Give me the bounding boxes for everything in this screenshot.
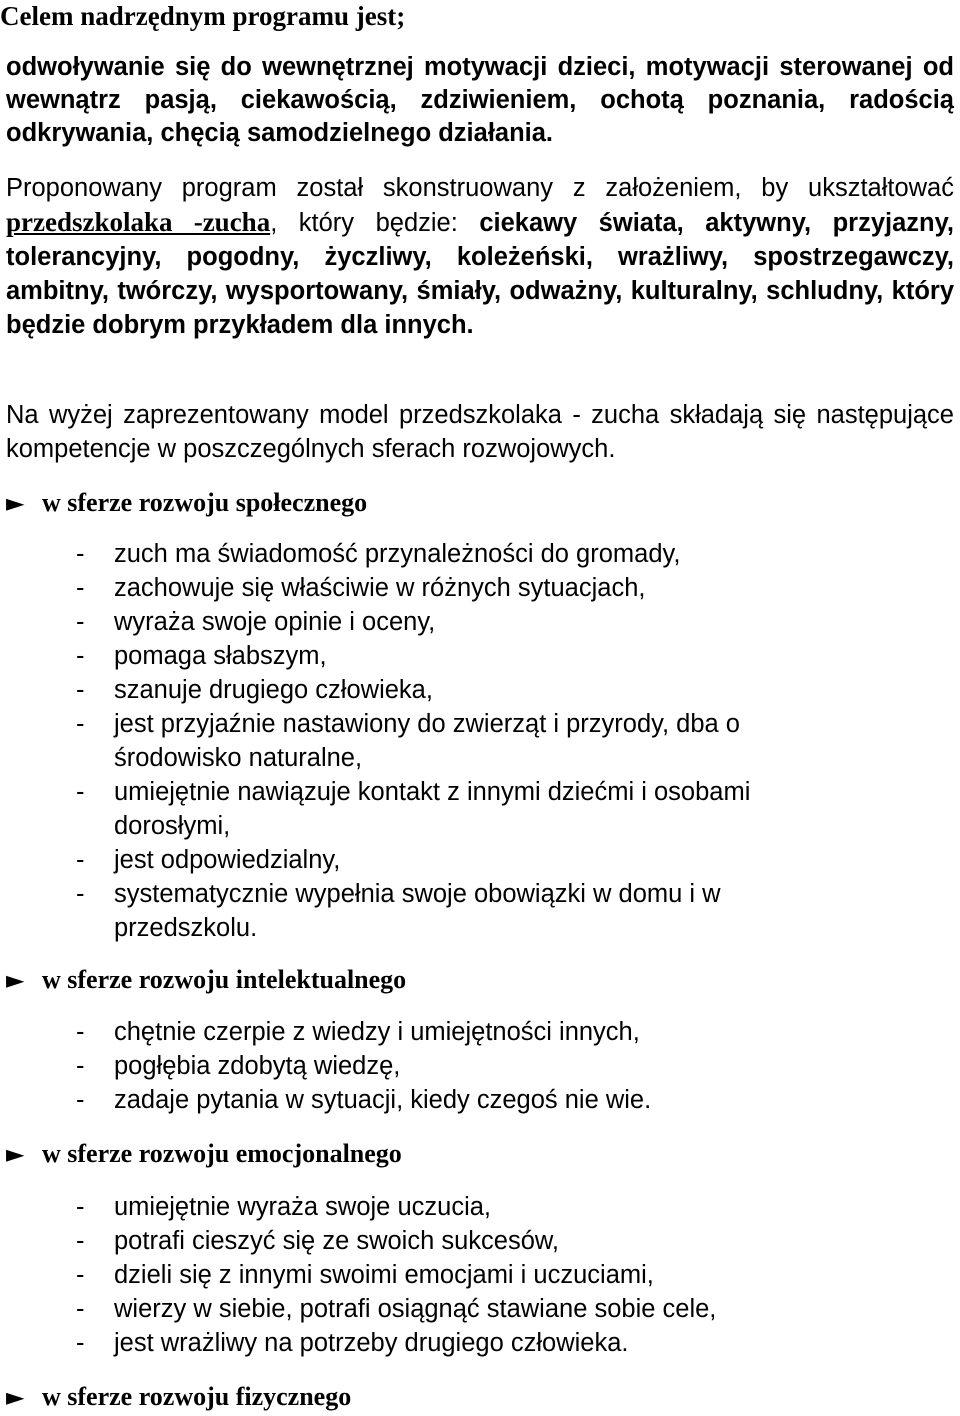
dash-bullet: - [76,540,85,568]
dash-bullet: - [76,1018,85,1046]
list-item [6,1326,954,1360]
section-heading-social [6,487,367,519]
list-item-text: zachowuje się właściwie w różnych sytuacjach, [114,574,646,602]
dash-bullet: - [76,1261,85,1289]
arrow-icon: ► [6,1383,25,1411]
list-item-text: chętnie czerpie z wiedzy i umiejętności innych, [114,1018,640,1046]
list-item [6,843,954,877]
dash-bullet: - [76,880,85,908]
list-item-text: jest wrażliwy na potrzeby drugiego człowieka. [114,1329,629,1357]
section-heading-physical [6,1381,351,1413]
list-item-text: zuch ma świadomość przynależności do gromady, [114,540,681,568]
intro-paragraph: odwoływanie się do wewnętrznej motywacji dzieci, motywacji sterowanej od wewnątrz pasją, ciekawością, zdziwieniem, ochotą poznania, radością odkrywania, chęcią samodzielnego działania. [6,53,954,147]
list-item-text: szanuje drugiego człowieka, [114,676,433,704]
list-item [6,1049,954,1083]
intellectual-competency-list [6,1015,954,1117]
list-item-text: umiejętnie nawiązuje kontakt z innymi dziećmi i osobami dorosłymi, [114,778,751,840]
section-title: w sferze rozwoju fizycznego [42,1382,352,1411]
list-item [6,1292,954,1326]
list-item-text: umiejętnie wyraża swoje uczucia, [114,1193,491,1221]
dash-bullet: - [76,1329,85,1357]
page-title: Celem nadrzędnym programu jest; [0,1,406,31]
dash-bullet: - [76,710,85,738]
list-item [6,1015,954,1049]
list-item [6,605,954,639]
dash-bullet: - [76,1295,85,1323]
dash-bullet: - [76,574,85,602]
dash-bullet: - [76,1227,85,1255]
arrow-icon: ► [6,966,25,994]
arrow-icon: ► [6,1140,25,1168]
para2-highlight: przedszkolaka -zucha [6,207,271,237]
list-item-text: systematycznie wypełnia swoje obowiązki w domu i w przedszkolu. [114,880,721,942]
list-item-text: zadaje pytania w sytuacji, kiedy czegoś nie wie. [114,1086,652,1114]
list-item-text: pogłębia zdobytą wiedzę, [114,1052,401,1080]
list-item [6,1083,954,1117]
section-heading-emotional [6,1138,402,1170]
list-item [6,877,954,945]
list-item-text: jest odpowiedzialny, [114,846,341,874]
list-item-text: jest przyjaźnie nastawiony do zwierząt i przyrody, dba o środowisko naturalne, [114,710,740,772]
emotional-competency-list [6,1190,954,1360]
list-item [6,707,954,775]
list-item-text: dzieli się z innymi swoimi emocjami i uczuciami, [114,1261,654,1289]
dash-bullet: - [76,778,85,806]
list-item [6,639,954,673]
section-heading-intellectual [6,964,406,996]
para2-traits: ciekawy świata, aktywny, przyjazny, tolerancyjny, pogodny, życzliwy, koleżeński, wrażliwy, spostrzegawczy, ambitny, twórczy, wysportowany, śmiały, odważny, kulturalny, schludny, który będzie dobrym przykładem dla innych. [6,209,954,339]
dash-bullet: - [76,1052,85,1080]
arrow-icon: ► [6,489,25,517]
section-title: w sferze rozwoju intelektualnego [42,965,407,994]
list-item [6,571,954,605]
list-item [6,1190,954,1224]
program-description-paragraph [6,171,954,342]
list-item-text: wyraża swoje opinie i oceny, [114,608,436,636]
list-item [6,537,954,571]
list-item [6,1224,954,1258]
dash-bullet: - [76,1193,85,1221]
section-title: w sferze rozwoju emocjonalnego [42,1139,402,1168]
list-item [6,1258,954,1292]
dash-bullet: - [76,608,85,636]
list-item [6,775,954,843]
dash-bullet: - [76,642,85,670]
list-item-text: pomaga słabszym, [114,642,327,670]
list-item [6,673,954,707]
para2-text-middle: , który będzie: [270,209,480,237]
section-title: w sferze rozwoju społecznego [42,488,368,517]
list-item-text: wierzy w siebie, potrafi osiągnąć stawiane sobie cele, [114,1295,717,1323]
dash-bullet: - [76,846,85,874]
para2-text-before: Proponowany program został skonstruowany z założeniem, by ukształtować [6,174,954,202]
dash-bullet: - [76,1086,85,1114]
social-competency-list [6,537,954,945]
list-item-text: potrafi cieszyć się ze swoich sukcesów, [114,1227,560,1255]
competencies-intro-paragraph: Na wyżej zaprezentowany model przedszkolaka - zucha składają się następujące kompetencje w poszczególnych sferach rozwojowych. [6,401,954,463]
dash-bullet: - [76,676,85,704]
